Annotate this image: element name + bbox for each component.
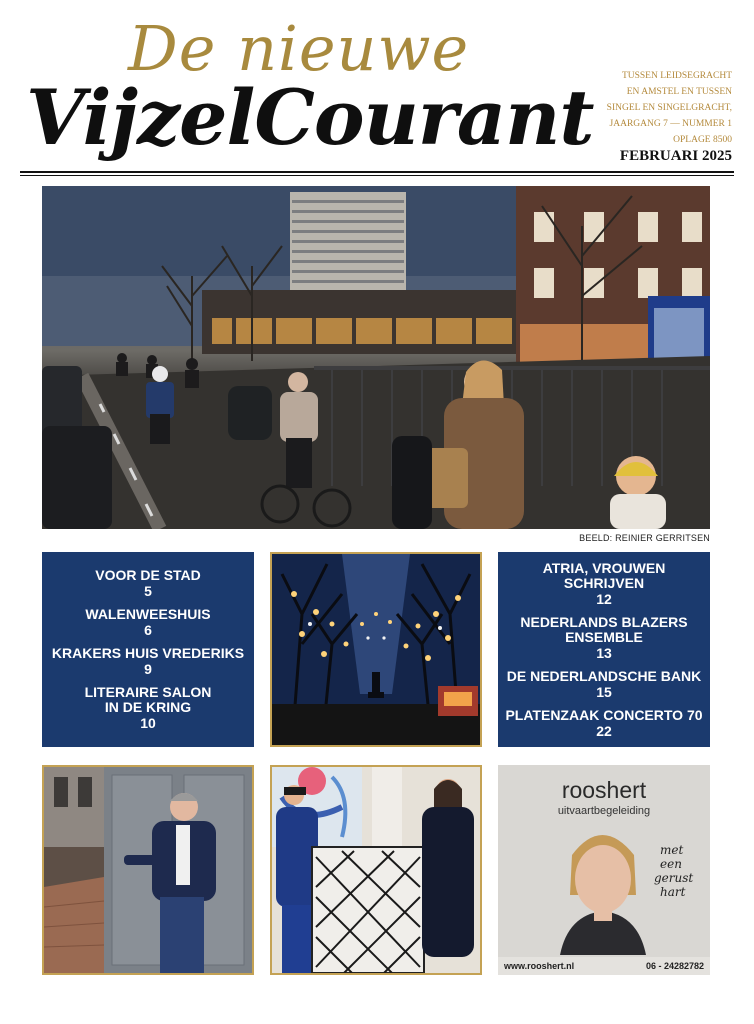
toc-entry[interactable] [42, 685, 254, 731]
ad-phone[interactable]: 06 - 24282782 [645, 961, 704, 971]
photo-man-at-door [42, 765, 254, 975]
ad-slogan-line: met [660, 843, 684, 857]
toc-entry-page: 22 [596, 722, 612, 739]
masthead-subtitle: De nieuwe [128, 12, 470, 85]
toc-box-right [498, 552, 710, 747]
toc-entry-page: 9 [144, 661, 152, 677]
ad-brand-main: rooshert [561, 777, 647, 803]
ad-slogan-line: een [660, 857, 682, 871]
toc-entry-title: ATRIA, VROUWEN SCHRIJVEN [542, 559, 666, 591]
toc-entry-page: 5 [144, 583, 152, 599]
cover-photo-illustration [42, 186, 710, 529]
toc-entry-title: PLATENZAAK CONCERTO 70 [505, 706, 703, 723]
imprint-line: TUSSEN LEIDSEGRACHT [621, 71, 732, 81]
masthead-rule-thin [20, 175, 734, 176]
cover-photo-cyclists [42, 186, 710, 529]
ad-footer [498, 957, 710, 975]
photo-night-lights [270, 552, 482, 747]
masthead-title: VijzelCourant [26, 73, 594, 162]
ad-brand [498, 779, 710, 802]
toc-entry[interactable] [498, 561, 710, 607]
toc-entry[interactable] [42, 568, 254, 599]
masthead-rule [20, 171, 734, 173]
toc-entry-title: VOOR DE STAD [95, 567, 201, 583]
imprint-line: JAARGANG 7 — NUMMER 1 [609, 119, 732, 129]
toc-entry-page: 13 [596, 644, 612, 661]
imprint-line: SINGEL EN SINGELGRACHT, [606, 103, 732, 113]
toc-entry-title: LITERAIRE SALON IN DE KRING [84, 684, 212, 715]
imprint [562, 68, 732, 148]
toc-entry-title: KRAKERS HUIS VREDERIKS [51, 645, 245, 661]
women-artwork-illustration [272, 767, 480, 973]
toc-entry[interactable] [498, 708, 710, 739]
toc-box-left [42, 552, 254, 747]
toc-entry-page: 15 [596, 683, 612, 700]
toc-entry-title: WALENWEESHUIS [85, 606, 211, 622]
toc-entry[interactable] [498, 615, 710, 661]
toc-entry-page: 6 [144, 622, 152, 638]
toc-entry-page: 12 [596, 590, 612, 607]
photo-credit: BEELD: REINIER GERRITSEN [579, 533, 710, 543]
issue-date: FEBRUARI 2025 [619, 148, 732, 164]
advert-rooshert[interactable] [498, 765, 710, 975]
toc-entry-title: DE NEDERLANDSCHE BANK [506, 667, 702, 684]
toc-entry-page: 10 [140, 715, 156, 731]
ad-slogan-line: gerust [654, 871, 694, 885]
imprint-line: OPLAGE 8500 [673, 135, 732, 145]
night-lights-illustration [272, 554, 480, 745]
ad-brand-sub: uitvaartbegeleiding [557, 805, 651, 817]
man-at-door-illustration [44, 767, 252, 973]
ad-slogan-line: hart [660, 885, 686, 899]
toc-entry[interactable] [42, 607, 254, 638]
ad-slogan [648, 843, 708, 899]
ad-website[interactable]: www.rooshert.nl [504, 961, 575, 971]
imprint-line: EN AMSTEL EN TUSSEN [626, 87, 732, 97]
photo-women-artwork [270, 765, 482, 975]
toc-entry-title: NEDERLANDS BLAZERS ENSEMBLE [520, 613, 688, 645]
toc-entry[interactable] [42, 646, 254, 677]
toc-entry[interactable] [498, 669, 710, 700]
